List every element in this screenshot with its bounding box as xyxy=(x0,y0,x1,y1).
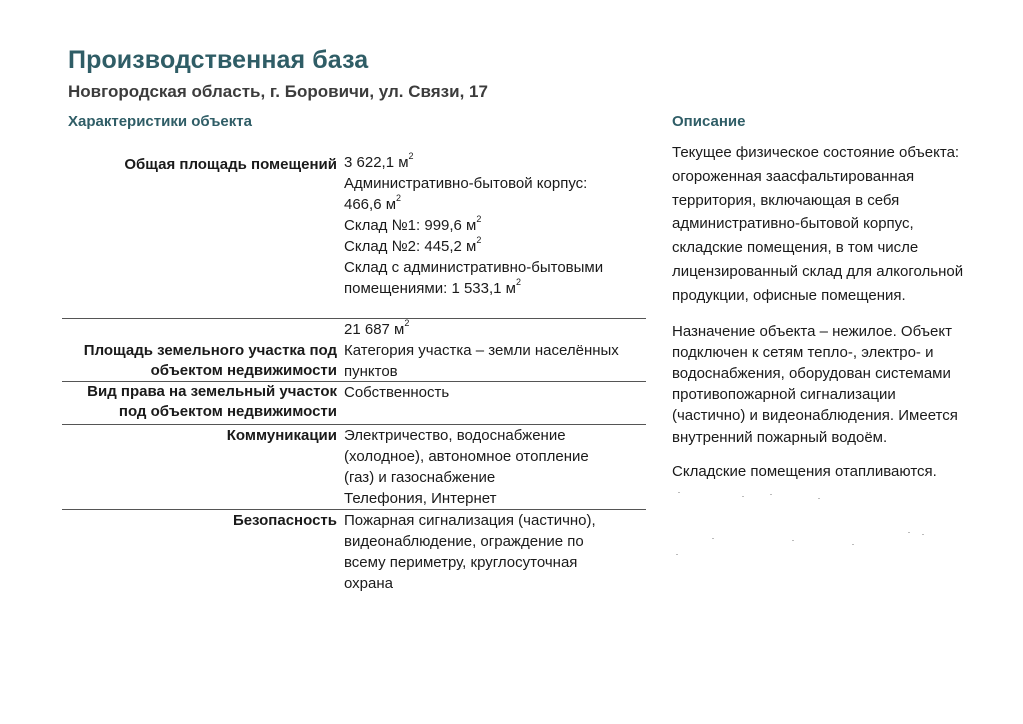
description-heading: Описание xyxy=(672,113,746,130)
characteristics-heading: Характеристики объекта xyxy=(68,113,252,130)
scan-noise-specks xyxy=(672,488,932,558)
description-paragraph-3: Складские помещения отапливаются. xyxy=(672,462,937,480)
address-subtitle: Новгородская область, г. Боровичи, ул. Связи, 17 xyxy=(68,82,488,101)
row-total-area xyxy=(62,150,646,319)
description-body xyxy=(672,141,987,482)
characteristics-table xyxy=(62,150,646,600)
security-value: Пожарная сигнализация (частично), видеонаблюдение, ограждение по всему периметру, круглосуточная охрана xyxy=(344,512,596,592)
total-area-label: Общая площадь помещений xyxy=(124,156,337,173)
page-title: Производственная база xyxy=(68,46,369,74)
total-area-value: 3 622,1 $м^2$ Административно-бытовой корпус: 466,6 $м^2$ Склад №1: 999,6 $м^2$ Склад №2: 445,2 $м^2$ Склад с административно-бытовыми помещениями: 1 533,1 $м^2$ xyxy=(344,151,604,297)
utilities-value: Электричество, водоснабжение (холодное), автономное отопление (газ) и газоснабжение Телефония, Интернет xyxy=(344,427,589,507)
land-area-label: Площадь земельного участка под объектом недвижимости xyxy=(83,342,337,379)
row-land-area xyxy=(62,319,646,382)
description-paragraph-1: Текущее физическое состояние объекта: огороженная заасфальтированная территория, включающая в себя административно-бытовой корпус, складские помещения, в том числе лицензированный склад для алкогольной продукции, офисные помещения. xyxy=(672,144,964,304)
utilities-label: Коммуникации xyxy=(226,427,337,444)
land-area-value: 21 687 $м^2$ Категория участка – земли населённых пунктов xyxy=(344,318,619,380)
row-land-right xyxy=(62,382,646,425)
land-right-label: Вид права на земельный участок под объектом недвижимости xyxy=(87,383,337,420)
row-utilities xyxy=(62,425,646,510)
row-security xyxy=(62,510,646,600)
land-right-value: Собственность xyxy=(344,384,450,401)
description-paragraph-2: Назначение объекта – нежилое. Объект подключен к сетям тепло-, электро- и водоснабжения, оборудован системами противопожарной сигнализации (частично) и видеонаблюдения. Имеется внутренний пожарный водоём. xyxy=(672,322,958,446)
security-label: Безопасность xyxy=(232,512,337,529)
